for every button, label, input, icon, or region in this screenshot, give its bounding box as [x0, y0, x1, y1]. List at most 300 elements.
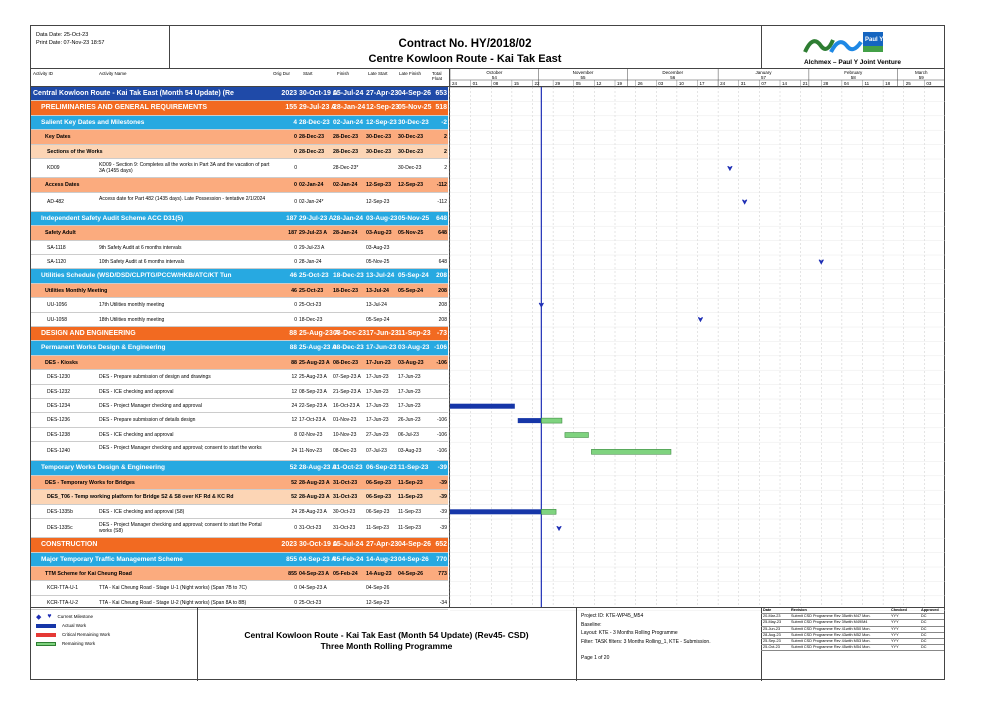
activity-id: UU-1056 — [47, 302, 68, 309]
total-float: 2 — [444, 165, 447, 171]
wbs-name: Permanent Works Design & Engineering — [41, 344, 166, 352]
data-date: Data Date: 25-Oct-23 — [36, 32, 89, 38]
finish-date: 05-Feb-24 — [333, 571, 358, 577]
sheet-footer — [31, 607, 944, 680]
orig-duration: 0 — [294, 165, 297, 171]
wbs-name: Utilities Monthly Meeting — [45, 287, 108, 294]
start-date: 02-Jan-24* — [299, 198, 324, 205]
activity-id: DES-1232 — [47, 388, 71, 395]
logo-text: Paul Y — [865, 37, 884, 43]
activity-name: 17th Utilities monthly meeting — [99, 302, 165, 309]
wbs-row[interactable] — [31, 356, 448, 370]
timeline-week: 19 — [617, 81, 623, 86]
timeline-week: 10 — [678, 81, 684, 86]
timeline-week: 11 — [864, 81, 870, 86]
wbs-row[interactable] — [31, 145, 448, 159]
wbs-name: Key Dates — [45, 134, 71, 141]
start-date: 02-Nov-23 — [299, 431, 323, 438]
orig-duration: 88 — [291, 359, 297, 366]
start-date: 28-Jan-24 — [299, 259, 322, 265]
late-start: 05-Nov-25 — [366, 259, 390, 265]
activity-name: DES - Project Manager checking and approval; consent to start the Portal works (S8) — [99, 522, 262, 534]
total-float: -106 — [436, 359, 447, 366]
timeline-month: October — [486, 70, 503, 75]
orig-duration: 855 — [286, 555, 297, 563]
total-float: 208 — [436, 272, 447, 280]
finish-date: 05-Jul-24 — [333, 541, 364, 549]
activity-row[interactable] — [31, 241, 448, 255]
col-orig-dur[interactable]: Orig Dur — [273, 71, 291, 76]
wbs-name: Temporary Works Design & Engineering — [41, 464, 166, 472]
legend-milestone: ◆ ♥ Current Milestone — [36, 613, 94, 621]
late-finish: 06-Jul-23 — [398, 431, 419, 438]
wbs-name: DES - Kiosks — [45, 359, 78, 366]
start-date: 25-Aug-23 A — [299, 374, 327, 381]
jv-name: Alchmex – Paul Y Joint Venture — [804, 59, 901, 66]
activity-id: KCR-TTA-U-2 — [47, 599, 79, 606]
orig-duration: 0 — [294, 244, 297, 251]
col-late-finish[interactable]: Late Finish — [399, 71, 422, 76]
late-start: 17-Jun-23 — [366, 344, 397, 352]
activity-row[interactable] — [31, 505, 448, 519]
late-start: 17-Jun-23 — [366, 330, 399, 337]
total-float: -2 — [441, 118, 447, 126]
finish-date: 08-Dec-23 — [333, 344, 364, 352]
activity-name: TTA - Kai Cheung Road - Stage U-1 (Night works) (Span 7B to 7C) — [99, 585, 247, 592]
activity-id: DES-1234 — [47, 403, 71, 409]
orig-duration: 88 — [289, 330, 297, 337]
late-finish: 30-Dec-23 — [398, 118, 429, 126]
orig-duration: 155 — [285, 104, 297, 112]
finish-date: 05-Jul-24 — [333, 90, 364, 97]
activity-name: DES - Project Manager checking and approval; consent to start the works — [99, 445, 262, 452]
activity-row[interactable] — [31, 193, 448, 212]
wbs-row[interactable] — [31, 461, 448, 475]
finish-date: 31-Oct-23 — [333, 479, 358, 486]
late-start: 27-Apr-23 — [366, 90, 399, 97]
orig-duration: 855 — [288, 571, 297, 577]
activity-id: UU-1058 — [47, 316, 68, 323]
timeline-week: 08 — [493, 81, 499, 86]
activity-id: SA-1120 — [47, 259, 67, 265]
late-finish: 17-Jun-23 — [398, 403, 421, 409]
timeline-month: March — [915, 70, 928, 75]
actual-bar-icon — [36, 624, 56, 628]
finish-date: 18-Dec-23 — [333, 287, 359, 294]
finish-date: 21-Sep-23 A — [333, 388, 361, 395]
total-float: -106 — [436, 431, 447, 438]
timeline-week: 25 — [905, 81, 911, 86]
activity-name: DES - ICE checking and approval — [99, 388, 174, 395]
activity-row[interactable] — [31, 413, 448, 427]
revision-row: 20-Mar-23 Submit CSD Programme Rev 35with M47 Mon. YYY DC — [761, 614, 944, 620]
activity-name: DES - ICE checking and approval — [99, 431, 174, 438]
total-float: -112 — [436, 182, 447, 189]
finish-date: 02-Jan-24 — [333, 118, 363, 126]
late-start: 27-Jun-23 — [366, 431, 389, 438]
late-start: 07-Jul-23 — [366, 448, 387, 455]
activity-row[interactable] — [31, 519, 448, 538]
wbs-row[interactable] — [31, 178, 448, 192]
wbs-row[interactable] — [31, 490, 448, 504]
late-start: 12-Sep-23 — [366, 118, 397, 126]
filter: Filter: TASK filters: 3 Months Rolling_1, KTE - Submission. — [581, 638, 711, 645]
remaining-work-bar — [541, 509, 556, 514]
timeline-week: 07 — [761, 81, 767, 86]
late-start: 03-Aug-23 — [366, 244, 390, 251]
activity-id: DES-1335c — [47, 525, 73, 531]
total-float: -39 — [439, 479, 447, 486]
activity-id: DES-1335b — [47, 508, 73, 515]
footer-title-line2: Three Month Rolling Programme — [320, 641, 453, 651]
project-info — [581, 612, 711, 663]
total-float: 2 — [444, 134, 447, 141]
activity-id: KD09 — [47, 165, 60, 171]
col-total-float[interactable]: Total Float — [432, 71, 443, 81]
company-logo — [803, 32, 883, 58]
start-date: 25-Aug-23 A — [299, 330, 340, 337]
orig-duration: 4 — [293, 118, 297, 126]
start-date: 04-Sep-23 A — [299, 585, 327, 592]
late-start: 14-Aug-23 — [366, 555, 398, 563]
finish-date: 08-Dec-23 — [333, 330, 367, 337]
wbs-row[interactable] — [31, 327, 448, 341]
wbs-name: Safety Adult — [45, 230, 76, 237]
late-finish: 30-Dec-23 — [398, 165, 422, 171]
orig-duration: 52 — [289, 464, 297, 472]
activity-name: DES - ICE checking and approval (S8) — [99, 508, 185, 515]
late-finish: 04-Sep-26 — [398, 571, 424, 577]
late-start: 17-Jun-23 — [366, 359, 391, 366]
revision-row: 25-Oct-23 Submit CSD Programme Rev 45with M54 Mon. YYY DC — [761, 645, 944, 651]
finish-date: 28-Jan-24 — [333, 214, 363, 222]
total-float: 208 — [438, 316, 447, 323]
wbs-name: PRELIMINARIES AND GENERAL REQUIREMENTS — [41, 104, 208, 112]
footer-title-line1: Central Kowloon Route - Kai Tak East (Month 54 Update) (Rev45- CSD) — [244, 630, 529, 640]
start-date: 28-Dec-23 — [299, 118, 330, 126]
start-date: 28-Aug-23 A — [299, 494, 330, 501]
milestone-marker — [698, 317, 703, 322]
contract-title: Contract No. HY/2018/02 — [398, 38, 532, 50]
activity-id: DES-1238 — [47, 431, 71, 438]
activity-row[interactable] — [31, 399, 448, 413]
orig-duration: 2023 — [281, 541, 297, 549]
start-date: 08-Sep-23 A — [299, 388, 327, 395]
wbs-row[interactable] — [31, 341, 448, 355]
wbs-row[interactable] — [31, 553, 448, 567]
late-start: 17-Jun-23 — [366, 403, 389, 409]
revision-row: 25-May-23 Submit CSD Programme Rev 39with M49/M4 YYY DC — [761, 620, 944, 626]
col-finish[interactable]: Finish — [337, 71, 350, 76]
late-start: 14-Aug-23 — [366, 571, 392, 577]
orig-duration: 52 — [291, 479, 297, 486]
late-finish: 12-Sep-23 — [398, 182, 424, 189]
wbs-row[interactable] — [31, 269, 448, 283]
late-start: 17-Jun-23 — [366, 388, 389, 395]
start-date: 30-Oct-19 A — [299, 541, 338, 549]
orig-duration: 0 — [294, 134, 297, 141]
col-start[interactable]: Start — [303, 71, 313, 76]
start-date: 28-Dec-23 — [299, 134, 325, 141]
start-date: 18-Dec-23 — [299, 316, 323, 323]
col-activity-name[interactable]: Activity Name — [99, 71, 127, 76]
late-finish: 30-Dec-23 — [398, 134, 424, 141]
timeline-month: February — [844, 70, 863, 75]
legend-critical: Critical Remaining Work — [36, 630, 110, 639]
finish-date: 08-Dec-23 — [333, 448, 357, 455]
project-subtitle: Centre Kowloon Route - Kai Tak East — [368, 53, 562, 65]
wbs-name: TTM Scheme for Kai Cheung Road — [45, 571, 132, 577]
timeline-week: 03 — [658, 81, 664, 86]
activity-name: TTA - Kai Cheung Road - Stage U-2 (Night works) (Span 8A to 8B) — [99, 599, 247, 606]
orig-duration: 187 — [286, 214, 297, 222]
activity-row[interactable] — [31, 370, 448, 384]
late-finish: 11-Sep-23 — [398, 525, 421, 531]
start-date: 25-Aug-23 A — [299, 344, 337, 352]
late-finish: 04-Sep-26 — [398, 541, 432, 549]
timeline-week: 24 — [452, 81, 458, 86]
orig-duration: 46 — [291, 287, 297, 294]
activity-name: 9th Safety Audit at 6 months intervals — [99, 244, 182, 251]
timeline-month-num: 54 — [491, 75, 497, 80]
wbs-name: Utilities Schedule (WSD/DSD/CLP/TG/PCCW/HKB/ATC/KT Tun — [41, 272, 232, 280]
activity-name: DES - Prepare submission of details design — [99, 417, 196, 424]
wbs-row[interactable] — [31, 567, 448, 581]
activity-name: Access date for Part 482 (1435 days). Late Possession - tentative 2/1/2024 — [99, 195, 266, 202]
timeline-month-num: 57 — [760, 75, 767, 80]
late-finish: 05-Sep-24 — [398, 287, 424, 294]
wbs-name: Central Kowloon Route - Kai Tak East (Month 54 Update) (Re — [33, 90, 234, 97]
total-float: 648 — [438, 259, 447, 265]
late-start: 06-Sep-23 — [366, 494, 392, 501]
timeline-month-num: 59 — [918, 75, 924, 80]
orig-duration: 2023 — [281, 90, 297, 97]
late-finish: 11-Sep-23 — [398, 330, 431, 337]
late-finish: 11-Sep-23 — [398, 464, 429, 472]
wbs-row[interactable] — [31, 101, 448, 115]
timeline-week: 22 — [534, 81, 540, 86]
total-float: -112 — [437, 198, 447, 205]
wbs-name: DES - Temporary Works for Bridges — [45, 479, 135, 486]
late-start: 13-Jul-24 — [366, 272, 395, 280]
activity-row[interactable] — [31, 428, 448, 442]
activity-row[interactable] — [31, 255, 448, 269]
total-float: 518 — [435, 104, 447, 112]
timeline-week: 21 — [802, 81, 808, 86]
late-start: 12-Sep-23 — [366, 182, 392, 189]
total-float: 648 — [436, 214, 447, 222]
revision-header: Date Revision Checked Approved — [761, 608, 944, 614]
late-finish: 11-Sep-23 — [398, 508, 421, 515]
finish-date: 10-Nov-23 — [333, 431, 357, 438]
orig-duration: 0 — [294, 525, 297, 531]
activity-id: KCR-TTA-U-1 — [47, 585, 79, 592]
activity-name: DES - Project Manager checking and approval — [99, 403, 202, 409]
start-date: 22-Sep-23 A — [299, 403, 327, 409]
wbs-row[interactable] — [31, 116, 448, 130]
orig-duration: 12 — [291, 374, 297, 381]
late-start: 30-Dec-23 — [366, 134, 392, 141]
late-start: 05-Sep-24 — [366, 316, 390, 323]
start-date: 02-Jan-24 — [299, 182, 324, 189]
finish-date: 28-Jan-24 — [333, 104, 366, 112]
total-float: -106 — [436, 448, 447, 455]
wbs-row[interactable] — [31, 226, 448, 240]
start-date: 17-Oct-23 A — [299, 417, 326, 424]
timeline-week: 28 — [823, 81, 829, 86]
activity-id: DES-1230 — [47, 374, 71, 381]
total-float: 653 — [435, 90, 447, 97]
wbs-row[interactable] — [31, 284, 448, 298]
gantt-svg — [450, 69, 945, 607]
timeline-month: December — [662, 70, 684, 75]
timeline-month-num: 55 — [580, 75, 586, 80]
wbs-name: Sections of the Works — [47, 148, 103, 155]
late-finish: 05-Nov-25 — [398, 230, 424, 237]
late-finish: 17-Jun-23 — [398, 374, 421, 381]
page-number: Page 1 of 20 — [581, 655, 610, 661]
orig-duration: 0 — [294, 259, 297, 265]
timeline-week: 01 — [472, 81, 478, 86]
remaining-work-bar — [565, 433, 589, 438]
timeline-week: 29 — [555, 81, 561, 86]
finish-date: 28-Dec-23 — [333, 134, 359, 141]
activity-row[interactable] — [31, 385, 448, 399]
late-finish: 03-Aug-23 — [398, 344, 430, 352]
late-start: 06-Sep-23 — [366, 479, 392, 486]
timeline-month: November — [572, 70, 594, 75]
wbs-row[interactable] — [31, 130, 448, 144]
finish-date: 31-Oct-23 — [333, 525, 356, 531]
finish-date: 30-Oct-23 — [333, 508, 356, 515]
wbs-name: Major Temporary Traffic Management Scheme — [41, 555, 183, 563]
orig-duration: 0 — [294, 148, 297, 155]
timeline-week: 14 — [782, 81, 788, 86]
total-float: 2 — [444, 148, 447, 155]
sheet-header — [31, 26, 944, 69]
critical-bar-icon — [36, 633, 56, 637]
legend-remaining: Remaining Work — [36, 639, 110, 648]
activity-row[interactable] — [31, 159, 448, 178]
start-date: 28-Dec-23 — [299, 148, 325, 155]
wbs-name: Access Dates — [45, 182, 80, 189]
activity-name: 18th Utilities monthly meeting — [99, 316, 165, 323]
start-date: 25-Oct-23 — [299, 599, 322, 606]
remaining-work-bar — [591, 449, 671, 454]
start-date: 29-Jul-23 A — [299, 104, 337, 112]
start-date: 28-Aug-23 A — [299, 508, 327, 515]
orig-duration: 0 — [294, 316, 297, 323]
activity-name: 10th Safety Audit at 6 months intervals — [99, 259, 185, 265]
col-activity-id[interactable]: Activity ID — [33, 71, 54, 76]
activity-row[interactable] — [31, 581, 448, 595]
start-date: 28-Aug-23 A — [299, 464, 337, 472]
total-float: 770 — [436, 555, 447, 563]
timeline-week: 15 — [513, 81, 519, 86]
activity-id: DES-1240 — [47, 448, 71, 455]
remaining-bar-icon — [36, 642, 56, 646]
wbs-row[interactable] — [31, 476, 448, 490]
orig-duration: 46 — [289, 272, 297, 280]
orig-duration: 12 — [291, 417, 297, 424]
wbs-row[interactable] — [31, 538, 448, 552]
activity-id: DES-1236 — [47, 417, 71, 424]
finish-date: 01-Nov-23 — [333, 417, 357, 424]
date-info — [36, 31, 104, 47]
late-start: 03-Aug-23 — [366, 230, 392, 237]
wbs-name: Salient Key Dates and Milestones — [41, 118, 145, 126]
orig-duration: 0 — [294, 585, 297, 592]
actual-work-bar — [518, 418, 542, 423]
baseline: Baseline: — [581, 621, 602, 628]
wbs-name: DES_T06 - Temp working platform for Bridge S2 & S8 over KF Rd & KC Rd — [47, 494, 234, 501]
finish-date: 07-Sep-23 A — [333, 374, 361, 381]
finish-date: 16-Oct-23 A — [333, 403, 360, 409]
wbs-row[interactable] — [31, 212, 448, 226]
timeline-month: January — [755, 70, 772, 75]
orig-duration: 12 — [291, 388, 297, 395]
start-date: 11-Nov-23 — [299, 448, 322, 455]
remaining-work-bar — [541, 418, 562, 423]
start-date: 25-Oct-23 — [299, 302, 322, 309]
timeline-week: 24 — [720, 81, 726, 86]
finish-date: 02-Jan-24 — [333, 182, 358, 189]
total-float: -39 — [437, 464, 447, 472]
start-date: 04-Sep-23 A — [299, 571, 330, 577]
total-float: 208 — [438, 302, 447, 309]
finish-date: 31-Oct-23 — [333, 494, 358, 501]
finish-date: 31-Oct-23 — [333, 464, 363, 472]
total-float: 652 — [435, 541, 447, 549]
print-date: Print Date: 07-Nov-23 18:57 — [36, 40, 105, 46]
footer-title — [197, 630, 576, 652]
orig-duration: 0 — [294, 182, 297, 189]
start-date: 31-Oct-23 — [299, 525, 322, 531]
activity-row[interactable] — [31, 442, 448, 461]
col-late-start[interactable]: Late Start — [368, 71, 388, 76]
diamond-icon: ◆ — [36, 613, 42, 621]
late-finish: 04-Sep-26 — [398, 555, 429, 563]
revision-table — [761, 608, 944, 651]
orig-duration: 24 — [291, 403, 297, 409]
timeline-week: 04 — [843, 81, 849, 86]
late-finish: 05-Sep-24 — [398, 272, 429, 280]
activity-row[interactable] — [31, 313, 448, 327]
orig-duration: 52 — [291, 494, 297, 501]
start-date: 29-Jul-23 A — [299, 244, 325, 251]
timeline-week: 17 — [699, 81, 705, 86]
late-finish: 26-Jun-23 — [398, 417, 421, 424]
late-start: 12-Sep-23 — [366, 198, 390, 205]
activity-id: AD-482 — [47, 198, 64, 205]
revision-row: 25-Jun-23 Submit CSD Programme Rev 41with M50 Mon. YYY DC — [761, 627, 944, 633]
finish-date: 28-Jan-24 — [333, 230, 358, 237]
start-date: 30-Oct-19 A — [299, 90, 338, 97]
late-start: 30-Dec-23 — [366, 148, 392, 155]
timeline-week: 18 — [885, 81, 891, 86]
activity-name: KD09 - Section 9: Completes all the works in Part 3A and the vacation of part 3A (1455 days) — [99, 162, 270, 174]
start-date: 29-Jul-23 A — [299, 230, 328, 237]
total-float: -34 — [439, 599, 447, 606]
total-float: -39 — [439, 525, 447, 531]
activity-row[interactable] — [31, 298, 448, 312]
schedule-sheet — [30, 25, 945, 680]
milestone-marker — [557, 526, 562, 531]
total-float: -39 — [439, 508, 447, 515]
wbs-name: DESIGN AND ENGINEERING — [41, 330, 136, 337]
orig-duration: 187 — [288, 230, 297, 237]
wbs-row[interactable] — [31, 87, 448, 101]
